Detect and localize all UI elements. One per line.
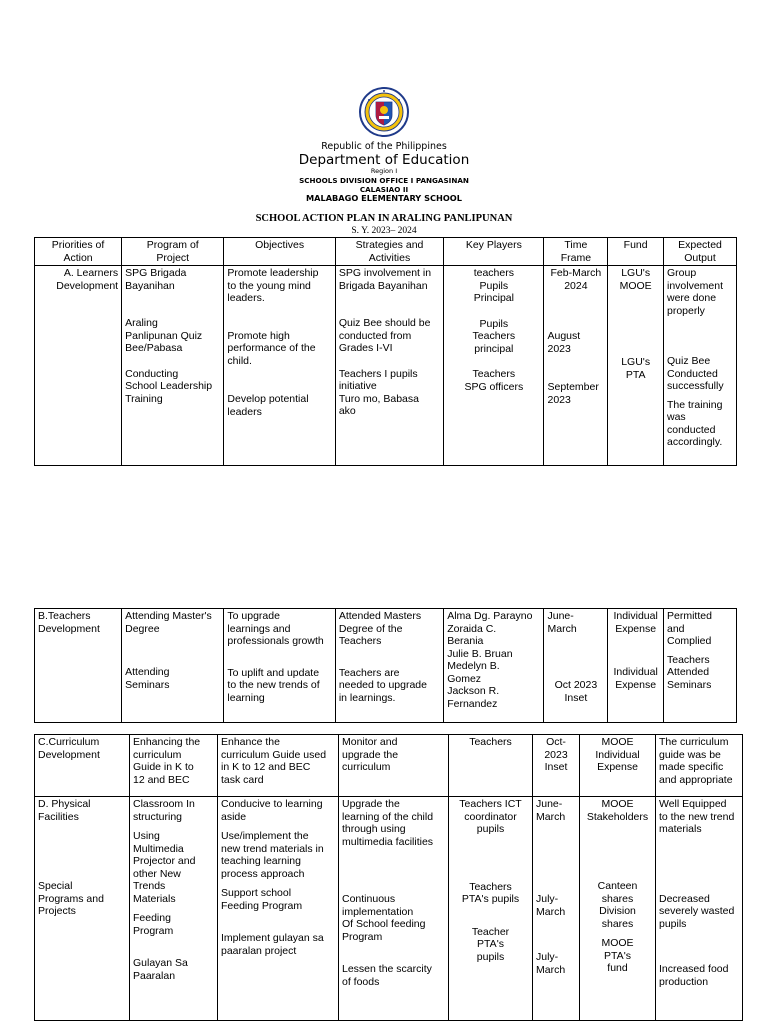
objectives-cell: Promote leadership to the young mind leaders. Promote high performance of the child. Develop potential leaders <box>224 266 335 466</box>
strategies-cell: Attended Masters Degree of the Teachers Teachers are needed to upgrade in learnings. <box>335 609 443 723</box>
deped-seal-logo <box>359 86 409 138</box>
fund-cell: MOOE Stakeholders Canteen shares Division shares MOOE PTA's fund <box>580 797 656 1021</box>
expected-output-cell: The curriculum guide was be made specific and appropriate <box>656 735 743 797</box>
program-cell: Enhancing the curriculum Guide in K to 12 and BEC <box>130 735 218 797</box>
action-plan-table-1 <box>34 237 737 466</box>
strategies-cell: Upgrade the learning of the child through using multimedia facilities Continuous implementation Of School feeding Program Lessen the scarcity of foods <box>339 797 449 1021</box>
header-time-frame: Time Frame <box>544 238 608 266</box>
header-expected-output: Expected Output <box>664 238 737 266</box>
priority-cell: D. Physical Facilities Special Programs and Projects <box>35 797 130 1021</box>
table-row <box>35 609 737 723</box>
key-players-cell: teachers Pupils Principal Pupils Teachers principal Teachers SPG officers <box>444 266 544 466</box>
expected-output-cell: Group involvement were done properly Quiz Bee Conducted successfully The training was conducted accordingly. <box>664 266 737 466</box>
school-name: MALABAGO ELEMENTARY SCHOOL <box>306 193 462 203</box>
table-row-facilities <box>35 797 743 1021</box>
strategies-cell: SPG involvement in Brigada Bayanihan Quiz Bee should be conducted from Grades I-VI Teachers I pupils initiative Turo mo, Babasa ako <box>335 266 443 466</box>
priority-cell: C.Curriculum Development <box>35 735 130 797</box>
fund-cell: MOOE Individual Expense <box>580 735 656 797</box>
department-name: Department of Education <box>298 152 470 168</box>
table-header-row <box>35 238 737 266</box>
time-frame-cell: Oct- 2023 Inset <box>533 735 580 797</box>
fund-cell: LGU's MOOE LGU's PTA <box>608 266 664 466</box>
header-fund: Fund <box>608 238 664 266</box>
region-text: Region I <box>370 167 398 175</box>
strategies-cell: Monitor and upgrade the curriculum <box>339 735 449 797</box>
program-cell: SPG Brigada Bayanihan Araling Panlipunan Quiz Bee/Pabasa Conducting School Leadership Training <box>122 266 224 466</box>
priority-cell: B.Teachers Development <box>35 609 122 723</box>
table-row-curriculum <box>35 735 743 797</box>
division-office: SCHOOLS DIVISION OFFICE I PANGASINAN <box>299 176 469 185</box>
expected-output-cell: Permitted and Complied Teachers Attended Seminars <box>664 609 737 723</box>
time-frame-cell: June- March Oct 2023 Inset <box>544 609 608 723</box>
program-cell: Classroom In structuring Using Multimedia Projector and other New Trends Materials Feeding Program Gulayan Sa Paaralan <box>130 797 218 1021</box>
priority-cell: A. Learners Development <box>35 266 122 466</box>
school-year: S. Y. 2023– 2024 <box>351 226 417 236</box>
key-players-cell: Teachers ICT coordinator pupils Teachers PTA's pupils Teacher PTA's pupils <box>449 797 533 1021</box>
header-objectives: Objectives <box>224 238 335 266</box>
key-players-cell: Alma Dg. Parayno Zoraida C. Berania Julie B. Bruan Medelyn B. Gomez Jackson R. Fernandez <box>444 609 544 723</box>
objectives-cell: Conducive to learning aside Use/implement the new trend materials in teaching learning process approach Support school Feeding Program Implement gulayan sa paaralan project <box>218 797 339 1021</box>
program-cell: Attending Master's Degree Attending Seminars <box>122 609 224 723</box>
action-plan-table-2 <box>34 608 737 723</box>
header-priorities: Priorities of Action <box>35 238 122 266</box>
action-plan-table-3 <box>34 734 743 1021</box>
expected-output-cell: Well Equipped to the new trend materials Decreased severely wasted pupils Increased food production <box>656 797 743 1021</box>
time-frame-cell: Feb-March 2024 August 2023 September 2023 <box>544 266 608 466</box>
time-frame-cell: June- March July- March July- March <box>533 797 580 1021</box>
district-name: CALASIAO II <box>359 185 409 194</box>
header-key-players: Key Players <box>444 238 544 266</box>
header-strategies: Strategies and Activities <box>335 238 443 266</box>
plan-title: SCHOOL ACTION PLAN IN ARALING PANLIPUNAN <box>255 213 513 224</box>
key-players-cell: Teachers <box>449 735 533 797</box>
header-program: Program of Project <box>122 238 224 266</box>
objectives-cell: Enhance the curriculum Guide used in K to 12 and BEC task card <box>218 735 339 797</box>
objectives-cell: To upgrade learnings and professionals growth To uplift and update to the new trends of learning <box>224 609 335 723</box>
republic-text: Republic of the Philippines <box>321 141 447 152</box>
table-row <box>35 266 737 466</box>
fund-cell: Individual Expense Individual Expense <box>608 609 664 723</box>
